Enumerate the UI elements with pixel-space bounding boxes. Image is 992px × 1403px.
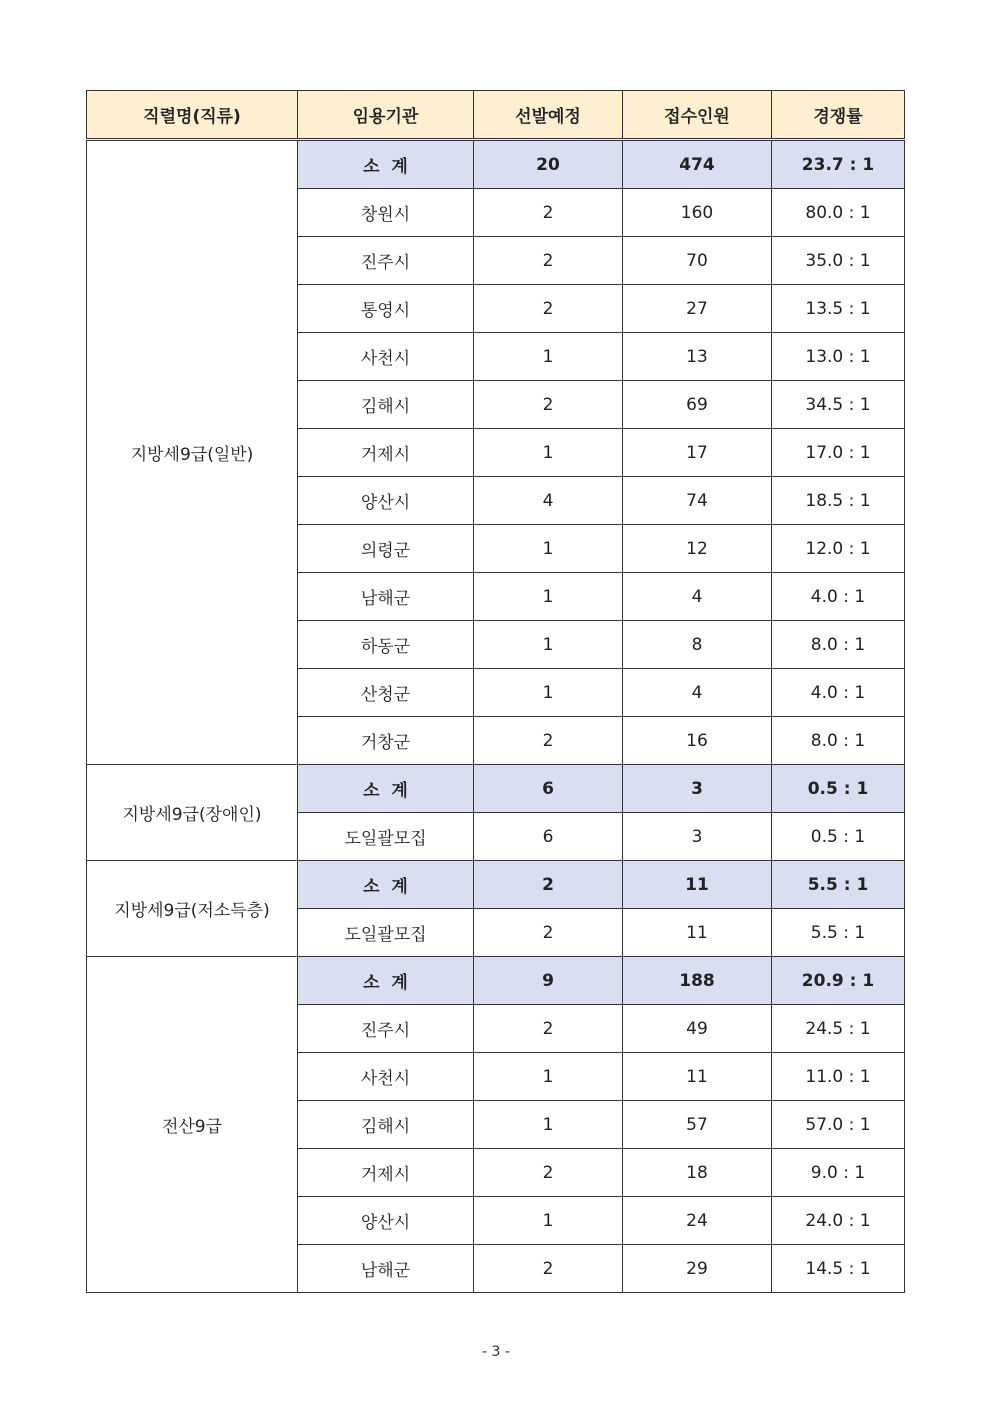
subtotal-row xyxy=(87,957,905,1005)
applicants-cell: 49 xyxy=(623,1005,772,1053)
agency-cell: 소 계 xyxy=(298,765,474,813)
applicants-cell: 17 xyxy=(623,429,772,477)
agency-cell: 의령군 xyxy=(298,525,474,573)
agency-cell: 김해시 xyxy=(298,381,474,429)
agency-cell: 양산시 xyxy=(298,477,474,525)
ratio-cell: 0.5 : 1 xyxy=(772,813,905,861)
planned-cell: 6 xyxy=(474,765,623,813)
ratio-cell: 23.7 : 1 xyxy=(772,140,905,189)
applicants-cell: 57 xyxy=(623,1101,772,1149)
applicants-cell: 4 xyxy=(623,669,772,717)
ratio-cell: 14.5 : 1 xyxy=(772,1245,905,1293)
agency-cell: 통영시 xyxy=(298,285,474,333)
ratio-cell: 13.0 : 1 xyxy=(772,333,905,381)
agency-cell: 거창군 xyxy=(298,717,474,765)
applicants-cell: 3 xyxy=(623,765,772,813)
category-cell: 지방세9급(장애인) xyxy=(87,765,298,861)
planned-cell: 2 xyxy=(474,1245,623,1293)
ratio-cell: 9.0 : 1 xyxy=(772,1149,905,1197)
agency-cell: 소 계 xyxy=(298,861,474,909)
applicants-cell: 4 xyxy=(623,573,772,621)
agency-cell: 거제시 xyxy=(298,1149,474,1197)
agency-cell: 소 계 xyxy=(298,140,474,189)
subtotal-row xyxy=(87,861,905,909)
planned-cell: 9 xyxy=(474,957,623,1005)
agency-cell: 양산시 xyxy=(298,1197,474,1245)
agency-cell: 남해군 xyxy=(298,573,474,621)
table-body xyxy=(87,140,905,1293)
ratio-cell: 5.5 : 1 xyxy=(772,909,905,957)
planned-cell: 2 xyxy=(474,189,623,237)
header-planned: 선발예정 xyxy=(474,91,623,140)
applicants-cell: 70 xyxy=(623,237,772,285)
planned-cell: 2 xyxy=(474,717,623,765)
applicants-cell: 13 xyxy=(623,333,772,381)
planned-cell: 1 xyxy=(474,429,623,477)
ratio-cell: 13.5 : 1 xyxy=(772,285,905,333)
applicants-cell: 16 xyxy=(623,717,772,765)
ratio-cell: 18.5 : 1 xyxy=(772,477,905,525)
planned-cell: 20 xyxy=(474,140,623,189)
agency-cell: 사천시 xyxy=(298,1053,474,1101)
applicants-cell: 3 xyxy=(623,813,772,861)
applicants-cell: 11 xyxy=(623,909,772,957)
planned-cell: 2 xyxy=(474,1005,623,1053)
applicants-cell: 11 xyxy=(623,861,772,909)
ratio-cell: 57.0 : 1 xyxy=(772,1101,905,1149)
applicants-cell: 24 xyxy=(623,1197,772,1245)
subtotal-row xyxy=(87,765,905,813)
agency-cell: 도일괄모집 xyxy=(298,813,474,861)
ratio-cell: 80.0 : 1 xyxy=(772,189,905,237)
applicants-cell: 18 xyxy=(623,1149,772,1197)
ratio-cell: 24.0 : 1 xyxy=(772,1197,905,1245)
planned-cell: 1 xyxy=(474,1053,623,1101)
agency-cell: 진주시 xyxy=(298,237,474,285)
agency-cell: 사천시 xyxy=(298,333,474,381)
ratio-cell: 8.0 : 1 xyxy=(772,717,905,765)
ratio-cell: 0.5 : 1 xyxy=(772,765,905,813)
planned-cell: 2 xyxy=(474,381,623,429)
header-category: 직렬명(직류) xyxy=(87,91,298,140)
planned-cell: 1 xyxy=(474,621,623,669)
planned-cell: 4 xyxy=(474,477,623,525)
planned-cell: 1 xyxy=(474,525,623,573)
header-ratio: 경쟁률 xyxy=(772,91,905,140)
ratio-cell: 4.0 : 1 xyxy=(772,669,905,717)
planned-cell: 1 xyxy=(474,333,623,381)
ratio-cell: 4.0 : 1 xyxy=(772,573,905,621)
category-cell: 지방세9급(일반) xyxy=(87,140,298,765)
category-cell: 지방세9급(저소득층) xyxy=(87,861,298,957)
agency-cell: 김해시 xyxy=(298,1101,474,1149)
planned-cell: 2 xyxy=(474,1149,623,1197)
applicants-cell: 74 xyxy=(623,477,772,525)
applicants-cell: 8 xyxy=(623,621,772,669)
agency-cell: 도일괄모집 xyxy=(298,909,474,957)
agency-cell: 거제시 xyxy=(298,429,474,477)
planned-cell: 6 xyxy=(474,813,623,861)
ratio-cell: 20.9 : 1 xyxy=(772,957,905,1005)
applicants-cell: 11 xyxy=(623,1053,772,1101)
planned-cell: 1 xyxy=(474,1197,623,1245)
planned-cell: 2 xyxy=(474,237,623,285)
subtotal-row xyxy=(87,140,905,189)
agency-cell: 하동군 xyxy=(298,621,474,669)
header-agency: 임용기관 xyxy=(298,91,474,140)
category-cell: 전산9급 xyxy=(87,957,298,1293)
ratio-cell: 17.0 : 1 xyxy=(772,429,905,477)
planned-cell: 1 xyxy=(474,1101,623,1149)
competition-table xyxy=(86,90,905,1293)
planned-cell: 1 xyxy=(474,669,623,717)
planned-cell: 2 xyxy=(474,861,623,909)
ratio-cell: 34.5 : 1 xyxy=(772,381,905,429)
agency-cell: 산청군 xyxy=(298,669,474,717)
table-header-row xyxy=(87,91,905,140)
agency-cell: 남해군 xyxy=(298,1245,474,1293)
agency-cell: 소 계 xyxy=(298,957,474,1005)
ratio-cell: 11.0 : 1 xyxy=(772,1053,905,1101)
agency-cell: 진주시 xyxy=(298,1005,474,1053)
ratio-cell: 8.0 : 1 xyxy=(772,621,905,669)
agency-cell: 창원시 xyxy=(298,189,474,237)
header-applicants: 접수인원 xyxy=(623,91,772,140)
applicants-cell: 188 xyxy=(623,957,772,1005)
ratio-cell: 12.0 : 1 xyxy=(772,525,905,573)
applicants-cell: 474 xyxy=(623,140,772,189)
applicants-cell: 69 xyxy=(623,381,772,429)
ratio-cell: 35.0 : 1 xyxy=(772,237,905,285)
applicants-cell: 12 xyxy=(623,525,772,573)
applicants-cell: 29 xyxy=(623,1245,772,1293)
applicants-cell: 160 xyxy=(623,189,772,237)
planned-cell: 2 xyxy=(474,909,623,957)
planned-cell: 2 xyxy=(474,285,623,333)
ratio-cell: 24.5 : 1 xyxy=(772,1005,905,1053)
ratio-cell: 5.5 : 1 xyxy=(772,861,905,909)
page-number: - 3 - xyxy=(482,1344,510,1360)
planned-cell: 1 xyxy=(474,573,623,621)
applicants-cell: 27 xyxy=(623,285,772,333)
